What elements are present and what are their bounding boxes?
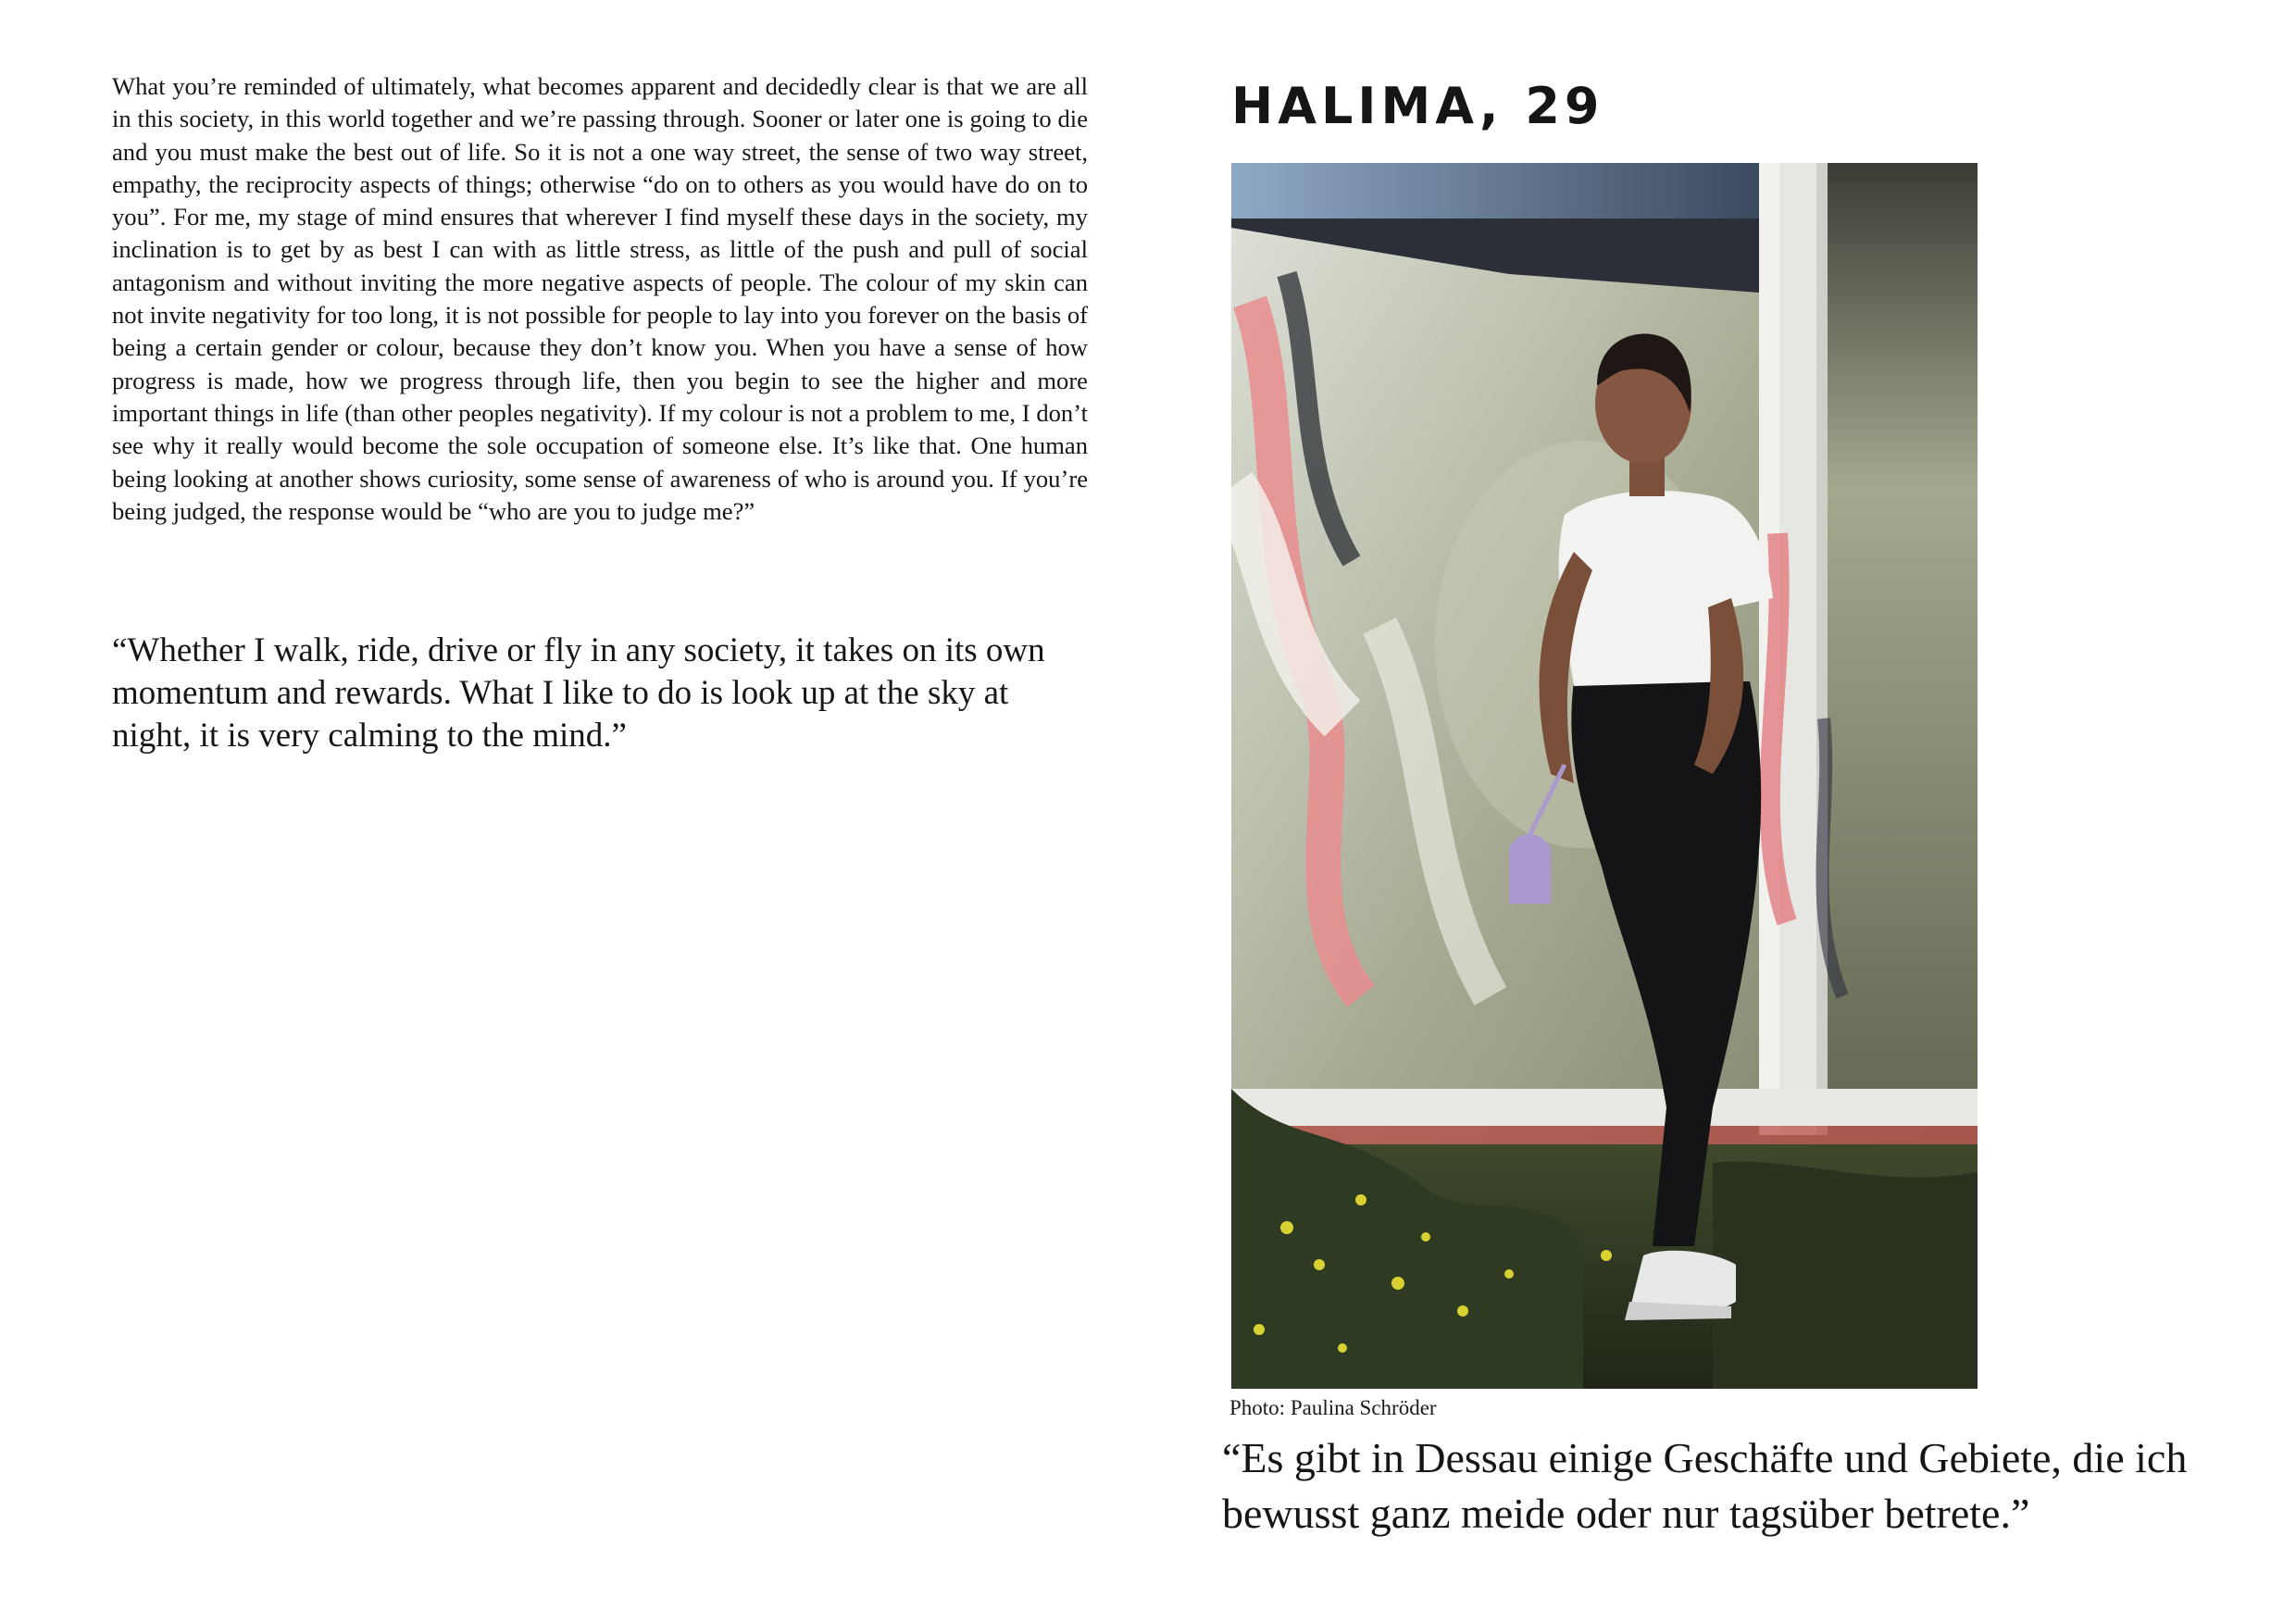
pull-quote-english: “Whether I walk, ride, drive or fly in any society, it takes on its own momentum and rewards. What I like to do is look up at the sky at night, it is very calming to the mind.” bbox=[112, 631, 1045, 755]
interview-body-text: What you’re reminded of ultimately, what becomes apparent and decidedly clear is that we are all in this society, in this world together and we’re passing through. Sooner or later one is going to die and you must make the best out of life. So it is not a one way street, the sense of two way street, empathy, the reciprocity aspects of things; otherwise “do on to others as you would have do on to you”. For me, my stage of mind ensures that wherever I find myself these days in the society, my inclination is to get by as best I can with as little stress, as little of the push and pull of social antagonism and without inviting the more negative aspects of people. The colour of my skin can not invite negativity for too long, it is not possible for people to lay into you forever on the basis of being a certain gender or colour, because they don’t know you. When you have a sense of how progress is made, how we progress through life, then you begin to see the higher and more important things in life (than other peoples negativity). If my colour is not a problem to me, I don’t see why it really would become the sole occupation of someone else. It’s like that. One human being looking at another shows curiosity, some sense of awareness of who is around you. If you’re being judged, the response would be “who are you to judge me?” bbox=[112, 72, 1088, 525]
photo-credit: Photo: Paulina Schröder bbox=[1229, 1396, 1437, 1419]
pull-quote-german: “Es gibt in Dessau einige Geschäfte und Gebiete, die ich bewusst ganz meide oder nur tagsüber betrete.” bbox=[1222, 1434, 2188, 1537]
portrait-name-heading: HALIMA, 29 bbox=[1231, 77, 1604, 135]
right-page bbox=[1148, 0, 2296, 1623]
portrait-photo bbox=[1231, 163, 1978, 1389]
